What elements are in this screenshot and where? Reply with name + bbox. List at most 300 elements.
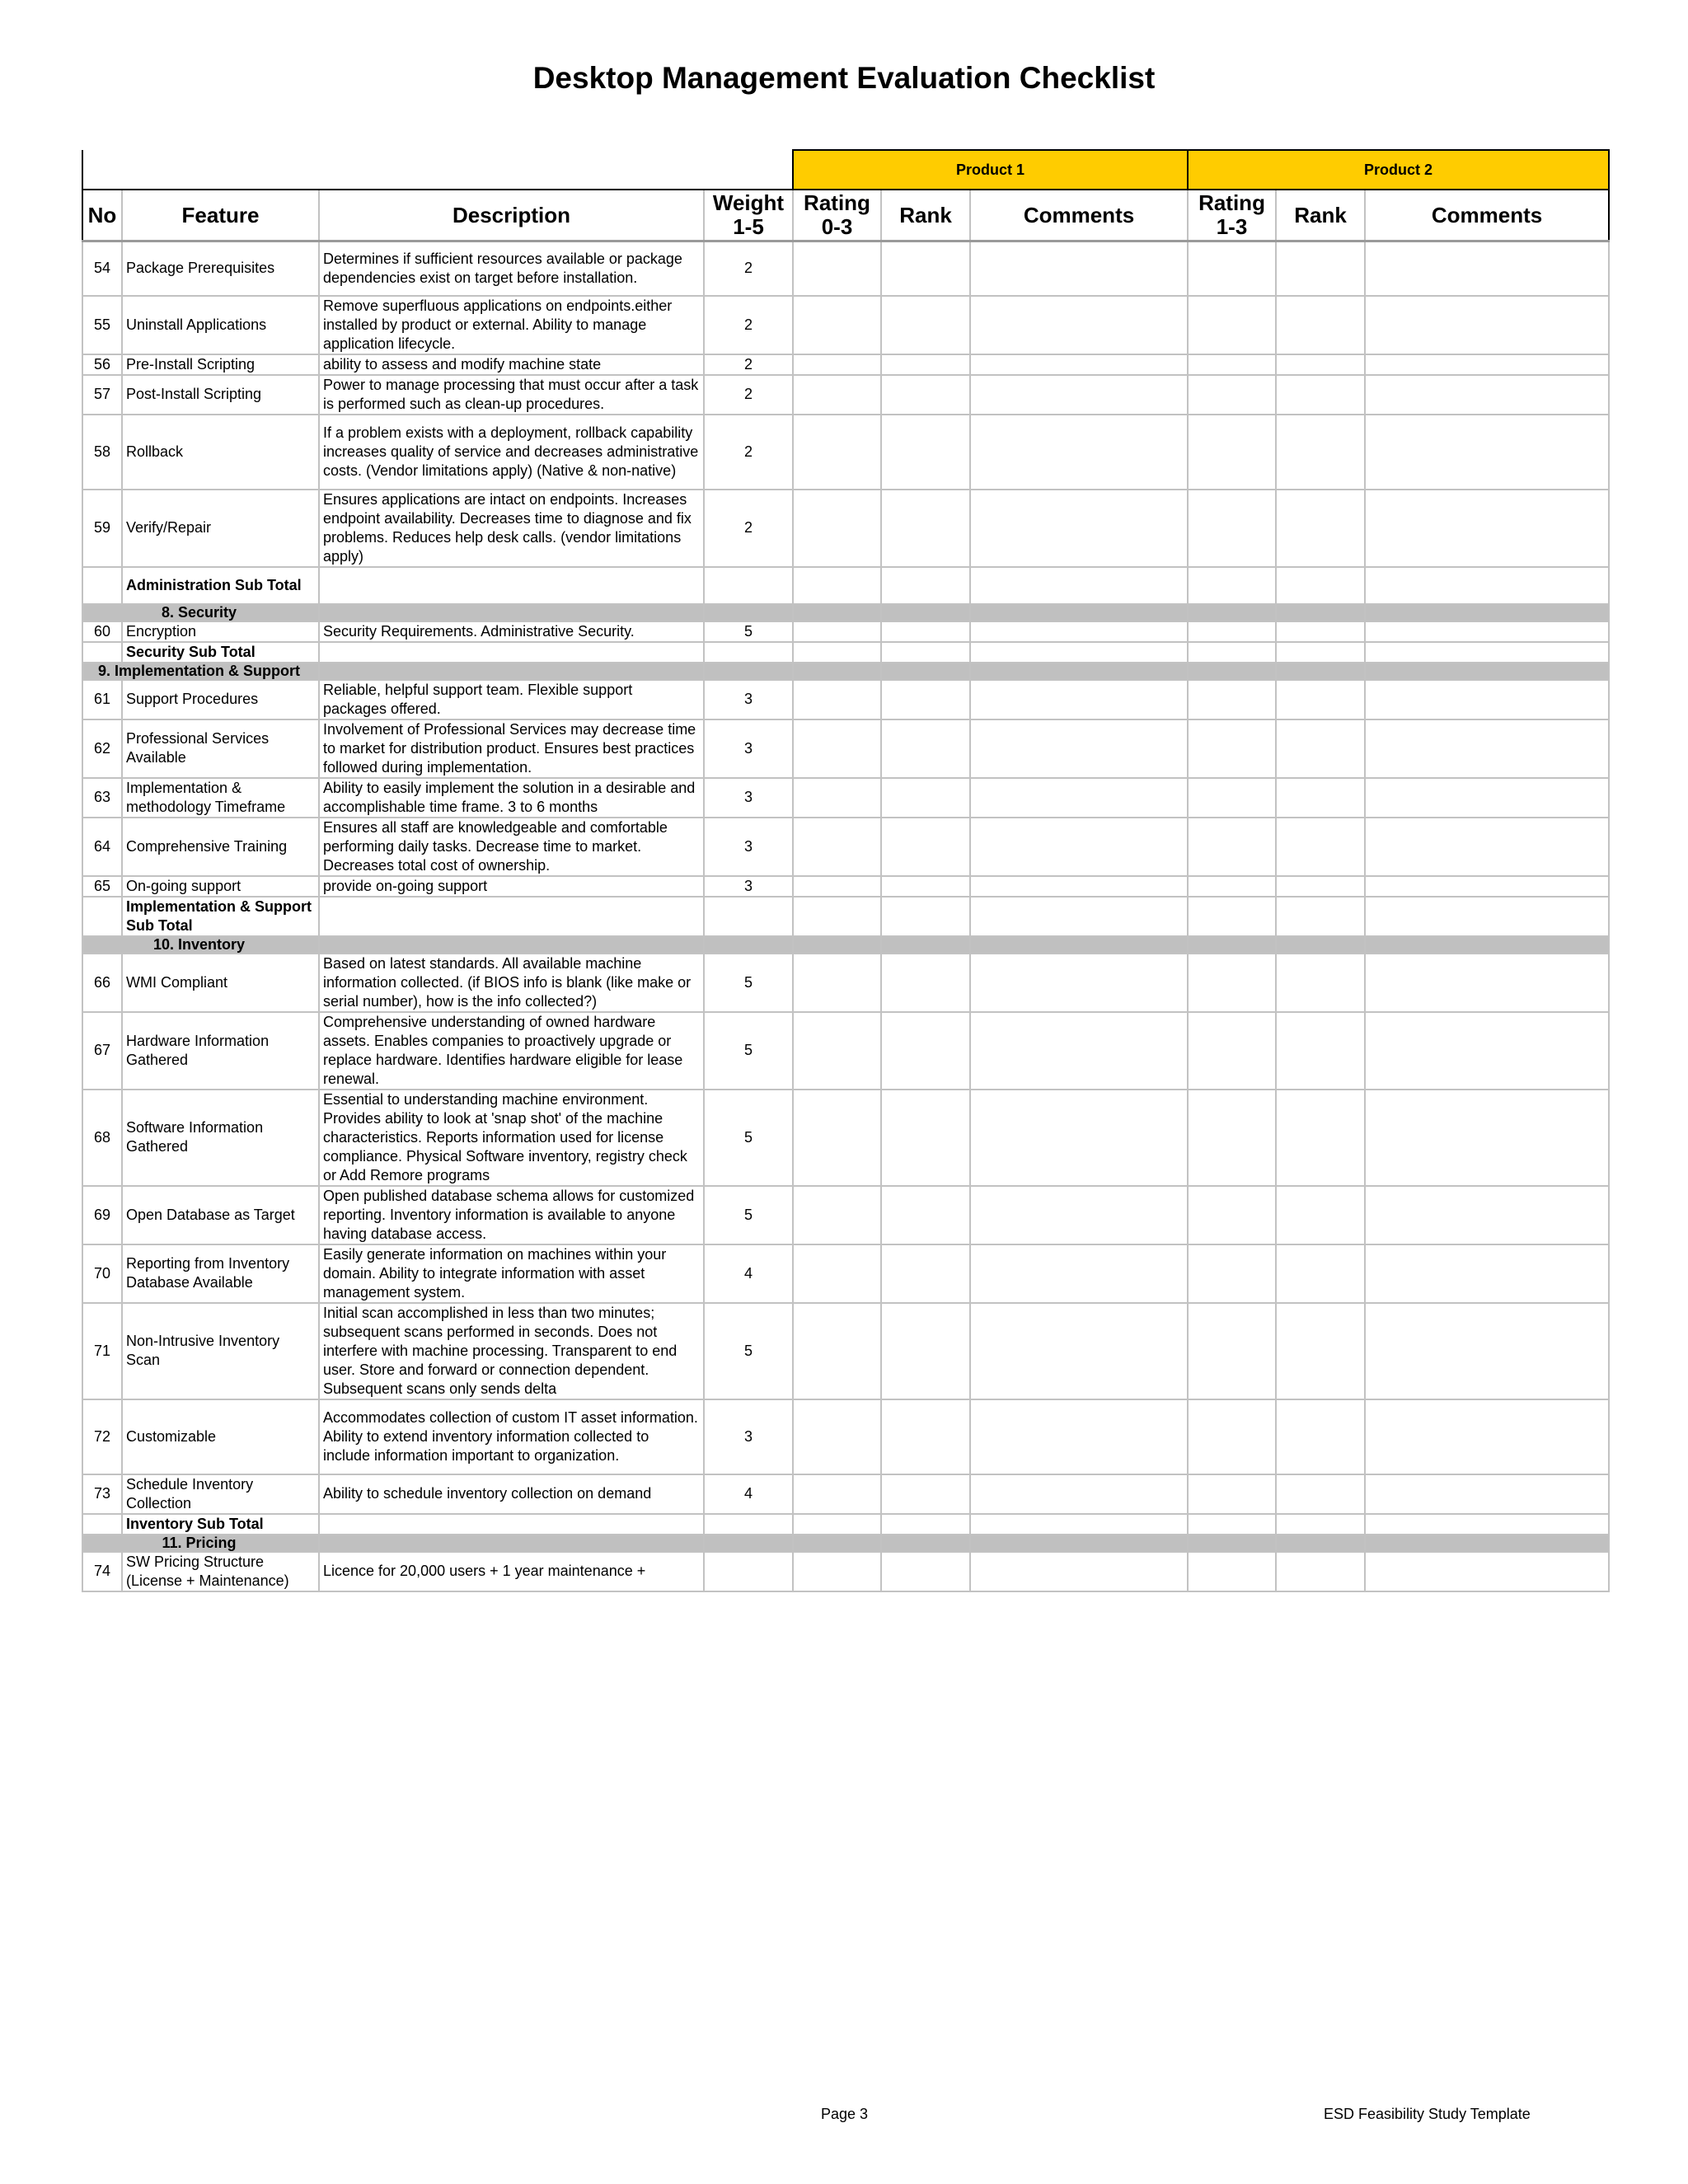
row-number: 55 <box>82 296 122 354</box>
p1-rank-cell <box>881 876 970 897</box>
p2-comments-cell <box>1365 778 1609 818</box>
p1-rating-cell <box>793 415 881 490</box>
p2-rating-cell <box>1188 954 1276 1012</box>
p1-rating-cell <box>793 876 881 897</box>
p1-rating-cell <box>793 1186 881 1244</box>
row-number: 70 <box>82 1244 122 1303</box>
p2-rating-cell <box>1188 415 1276 490</box>
row-number: 62 <box>82 719 122 778</box>
p1-comments-cell <box>970 375 1188 415</box>
p1-rank-cell <box>881 778 970 818</box>
p1-rank-cell <box>881 604 970 621</box>
col-weight-line1: Weight <box>712 190 785 215</box>
table-row <box>82 241 1609 296</box>
row-description: Ability to easily implement the solution in a desirable and accomplishable time frame. 3 to 6 months <box>319 778 704 818</box>
table-row <box>82 1474 1609 1514</box>
row-description: Initial scan accomplished in less than two minutes; subsequent scans performed in seconds. Does not interfere with machine processing. Transparent to end user. Store and forward or connection dependent. Subsequent scans only sends delta <box>319 1303 704 1399</box>
row-weight: 5 <box>704 954 793 1012</box>
p2-comments-cell <box>1365 1535 1609 1552</box>
row-description: Based on latest standards. All available machine information collected. (if BIOS info is blank (like make or serial number), how is the info collected?) <box>319 954 704 1012</box>
p1-comments-cell <box>970 876 1188 897</box>
p1-comments-cell <box>970 719 1188 778</box>
p1-rank-cell <box>881 818 970 876</box>
p2-rank-cell <box>1276 567 1365 604</box>
p1-rank-cell <box>881 1552 970 1591</box>
row-number: 63 <box>82 778 122 818</box>
p1-comments-cell <box>970 604 1188 621</box>
p2-rating-cell <box>1188 567 1276 604</box>
col-p1-rating-line2: 0-3 <box>821 214 853 239</box>
col-p2-rating-line1: Rating <box>1198 190 1265 215</box>
col-p1-comments: Comments <box>970 190 1188 241</box>
p1-rating-cell <box>793 1303 881 1399</box>
row-description <box>319 897 704 936</box>
p2-rank-cell <box>1276 621 1365 642</box>
section-label <box>82 936 319 954</box>
p2-comments-cell <box>1365 680 1609 719</box>
p1-rating-cell <box>793 897 881 936</box>
row-feature: Reporting from Inventory Database Available <box>122 1244 319 1303</box>
table-row <box>82 415 1609 490</box>
section-header-row <box>82 604 1609 621</box>
p1-rating-cell <box>793 1012 881 1090</box>
p1-comments-cell <box>970 567 1188 604</box>
p2-comments-cell <box>1365 1474 1609 1514</box>
col-feature: Feature <box>122 190 319 241</box>
column-header-row <box>82 190 1609 241</box>
col-p1-rating-line1: Rating <box>804 190 870 215</box>
row-feature: Comprehensive Training <box>122 818 319 876</box>
table-row <box>82 1303 1609 1399</box>
p1-comments-cell <box>970 778 1188 818</box>
row-description: Ensures applications are intact on endpoints. Increases endpoint availability. Decreases time to diagnose and fix problems. Reduces help desk calls. (vendor limitations apply) <box>319 490 704 567</box>
p1-rating-cell <box>793 1552 881 1591</box>
p2-rating-cell <box>1188 296 1276 354</box>
p2-comments-cell <box>1365 818 1609 876</box>
row-number: 56 <box>82 354 122 375</box>
p1-rating-cell <box>793 1514 881 1535</box>
table-body <box>82 241 1609 1591</box>
p2-comments-cell <box>1365 1399 1609 1474</box>
table-row <box>82 1244 1609 1303</box>
row-description: ability to assess and modify machine state <box>319 354 704 375</box>
col-description: Description <box>319 190 704 241</box>
p1-rating-cell <box>793 642 881 663</box>
row-number: 54 <box>82 241 122 296</box>
p2-comments-cell <box>1365 621 1609 642</box>
product-2-header: Product 2 <box>1188 150 1609 190</box>
row-number: 64 <box>82 818 122 876</box>
row-weight: 2 <box>704 415 793 490</box>
p1-comments-cell <box>970 1399 1188 1474</box>
p2-rating-cell <box>1188 354 1276 375</box>
row-number: 61 <box>82 680 122 719</box>
row-feature: Non-Intrusive Inventory Scan <box>122 1303 319 1399</box>
p1-rank-cell <box>881 642 970 663</box>
page-number: Page 3 <box>821 2106 869 2122</box>
p2-rank-cell <box>1276 954 1365 1012</box>
row-number: 72 <box>82 1399 122 1474</box>
row-feature: Rollback <box>122 415 319 490</box>
p2-comments-cell <box>1365 954 1609 1012</box>
p2-rank-cell <box>1276 604 1365 621</box>
p1-rank-cell <box>881 954 970 1012</box>
table-row <box>82 876 1609 897</box>
row-feature: SW Pricing Structure (License + Maintenance) <box>122 1552 319 1591</box>
table-row <box>82 719 1609 778</box>
table-row <box>82 1552 1609 1591</box>
p2-rating-cell <box>1188 1552 1276 1591</box>
p2-rating-cell <box>1188 1244 1276 1303</box>
p1-comments-cell <box>970 296 1188 354</box>
p2-rank-cell <box>1276 490 1365 567</box>
row-weight: 2 <box>704 241 793 296</box>
subtotal-row <box>82 897 1609 936</box>
row-feature: Post-Install Scripting <box>122 375 319 415</box>
p1-rating-cell <box>793 604 881 621</box>
table-row <box>82 375 1609 415</box>
p2-rank-cell <box>1276 719 1365 778</box>
p1-comments-cell <box>970 663 1188 680</box>
p2-rating-cell <box>1188 621 1276 642</box>
page-title: Desktop Management Evaluation Checklist <box>532 61 1156 95</box>
p1-comments-cell <box>970 1244 1188 1303</box>
row-number: 74 <box>82 1552 122 1591</box>
row-weight: 4 <box>704 1474 793 1514</box>
p1-rating-cell <box>793 621 881 642</box>
subtotal-row <box>82 567 1609 604</box>
p1-comments-cell <box>970 354 1188 375</box>
p2-rating-cell <box>1188 680 1276 719</box>
p2-rating-cell <box>1188 1399 1276 1474</box>
p2-rating-cell <box>1188 1474 1276 1514</box>
p1-rating-cell <box>793 818 881 876</box>
p2-rating-cell <box>1188 490 1276 567</box>
p2-rank-cell <box>1276 936 1365 954</box>
p1-rating-cell <box>793 1399 881 1474</box>
p2-comments-cell <box>1365 1090 1609 1186</box>
row-feature: Uninstall Applications <box>122 296 319 354</box>
p2-rating-cell <box>1188 604 1276 621</box>
row-description <box>319 642 704 663</box>
section-label <box>82 1535 319 1552</box>
row-description: Reliable, helpful support team. Flexible support packages offered. <box>319 680 704 719</box>
table-row <box>82 1090 1609 1186</box>
row-number: 66 <box>82 954 122 1012</box>
p1-comments-cell <box>970 954 1188 1012</box>
p2-rank-cell <box>1276 642 1365 663</box>
row-number <box>82 567 122 604</box>
table-row <box>82 296 1609 354</box>
row-description: Accommodates collection of custom IT asset information. Ability to extend inventory information collected to include information important to organization. <box>319 1399 704 1474</box>
table-row <box>82 354 1609 375</box>
p1-comments-cell <box>970 1303 1188 1399</box>
row-number: 59 <box>82 490 122 567</box>
p2-comments-cell <box>1365 354 1609 375</box>
row-description <box>319 604 704 621</box>
section-label <box>82 663 319 680</box>
row-weight <box>704 663 793 680</box>
table-row <box>82 1399 1609 1474</box>
row-number <box>82 642 122 663</box>
table-row <box>82 1012 1609 1090</box>
row-description: Ensures all staff are knowledgeable and comfortable performing daily tasks. Decrease time to market. Decreases total cost of ownership. <box>319 818 704 876</box>
row-weight <box>704 1514 793 1535</box>
p2-rating-cell <box>1188 897 1276 936</box>
p1-rating-cell <box>793 1474 881 1514</box>
p2-rank-cell <box>1276 296 1365 354</box>
p2-rank-cell <box>1276 1303 1365 1399</box>
p1-rank-cell <box>881 241 970 296</box>
p2-rank-cell <box>1276 876 1365 897</box>
p1-rank-cell <box>881 375 970 415</box>
p1-comments-cell <box>970 936 1188 954</box>
subtotal-label: Administration Sub Total <box>122 567 319 604</box>
col-p2-comments: Comments <box>1365 190 1609 241</box>
p1-comments-cell <box>970 1012 1188 1090</box>
row-description: Remove superfluous applications on endpoints.either installed by product or external. Ability to manage application lifecycle. <box>319 296 704 354</box>
p2-rank-cell <box>1276 1552 1365 1591</box>
p2-rating-cell <box>1188 663 1276 680</box>
p1-rank-cell <box>881 936 970 954</box>
row-weight <box>704 1535 793 1552</box>
row-description: Ability to schedule inventory collection on demand <box>319 1474 704 1514</box>
p1-rank-cell <box>881 1090 970 1186</box>
p1-rank-cell <box>881 1474 970 1514</box>
row-weight <box>704 1552 793 1591</box>
row-weight <box>704 897 793 936</box>
row-feature: Support Procedures <box>122 680 319 719</box>
p2-rank-cell <box>1276 778 1365 818</box>
row-weight <box>704 567 793 604</box>
table-row <box>82 680 1609 719</box>
row-feature: Verify/Repair <box>122 490 319 567</box>
header-blank-cell <box>82 150 793 190</box>
col-p1-rank: Rank <box>881 190 970 241</box>
col-weight <box>704 190 793 241</box>
p2-rank-cell <box>1276 1244 1365 1303</box>
p2-rank-cell <box>1276 1535 1365 1552</box>
row-feature: Package Prerequisites <box>122 241 319 296</box>
row-description: provide on-going support <box>319 876 704 897</box>
section-header-row <box>82 1535 1609 1552</box>
row-number: 71 <box>82 1303 122 1399</box>
template-name: ESD Feasibility Study Template <box>1324 2106 1531 2122</box>
row-feature: Open Database as Target <box>122 1186 319 1244</box>
p1-rank-cell <box>881 490 970 567</box>
table-row <box>82 818 1609 876</box>
section-header-row <box>82 663 1609 680</box>
row-weight <box>704 642 793 663</box>
row-feature: Implementation & methodology Timeframe <box>122 778 319 818</box>
p2-rating-cell <box>1188 876 1276 897</box>
p1-rating-cell <box>793 954 881 1012</box>
p1-comments-cell <box>970 1474 1188 1514</box>
p2-rank-cell <box>1276 354 1365 375</box>
p2-comments-cell <box>1365 567 1609 604</box>
row-description: If a problem exists with a deployment, rollback capability increases quality of service and decreases administrative costs. (Vendor limitations apply) (Native & non-native) <box>319 415 704 490</box>
p2-rating-cell <box>1188 778 1276 818</box>
p1-rating-cell <box>793 936 881 954</box>
p1-rating-cell <box>793 296 881 354</box>
p2-rating-cell <box>1188 936 1276 954</box>
p1-rating-cell <box>793 567 881 604</box>
section-title: 11. Pricing <box>162 1534 237 1551</box>
row-number: 67 <box>82 1012 122 1090</box>
row-number <box>82 897 122 936</box>
p2-comments-cell <box>1365 936 1609 954</box>
p1-comments-cell <box>970 241 1188 296</box>
section-label <box>82 604 319 621</box>
row-feature: Hardware Information Gathered <box>122 1012 319 1090</box>
p2-rank-cell <box>1276 375 1365 415</box>
p2-comments-cell <box>1365 490 1609 567</box>
p2-rank-cell <box>1276 1012 1365 1090</box>
row-description: Determines if sufficient resources available or package dependencies exist on target before installation. <box>319 241 704 296</box>
p1-rating-cell <box>793 778 881 818</box>
row-weight: 2 <box>704 375 793 415</box>
row-description: Involvement of Professional Services may decrease time to market for distribution product. Ensures best practices followed during implementation. <box>319 719 704 778</box>
p2-rating-cell <box>1188 642 1276 663</box>
row-weight: 5 <box>704 1012 793 1090</box>
row-weight: 3 <box>704 1399 793 1474</box>
row-weight: 5 <box>704 1090 793 1186</box>
p1-rank-cell <box>881 1244 970 1303</box>
p1-rating-cell <box>793 680 881 719</box>
p1-rating-cell <box>793 1244 881 1303</box>
row-feature: On-going support <box>122 876 319 897</box>
row-description <box>319 567 704 604</box>
section-title: 8. Security <box>161 603 237 621</box>
subtotal-row <box>82 1514 1609 1535</box>
p1-comments-cell <box>970 415 1188 490</box>
p2-rank-cell <box>1276 1399 1365 1474</box>
col-p1-rating <box>793 190 881 241</box>
row-weight: 5 <box>704 1303 793 1399</box>
p1-rating-cell <box>793 663 881 680</box>
p1-rating-cell <box>793 241 881 296</box>
p1-rank-cell <box>881 1186 970 1244</box>
p2-comments-cell <box>1365 375 1609 415</box>
p1-rank-cell <box>881 1399 970 1474</box>
row-weight: 2 <box>704 354 793 375</box>
row-description: Licence for 20,000 users + 1 year maintenance + <box>319 1552 704 1591</box>
row-weight: 3 <box>704 680 793 719</box>
p2-rating-cell <box>1188 1514 1276 1535</box>
p2-rank-cell <box>1276 1186 1365 1244</box>
table-row <box>82 778 1609 818</box>
p2-rating-cell <box>1188 1186 1276 1244</box>
p2-comments-cell <box>1365 719 1609 778</box>
row-weight: 3 <box>704 778 793 818</box>
p1-rank-cell <box>881 680 970 719</box>
p1-rank-cell <box>881 354 970 375</box>
row-description <box>319 663 704 680</box>
p2-comments-cell <box>1365 296 1609 354</box>
p2-rating-cell <box>1188 241 1276 296</box>
row-description: Power to manage processing that must occur after a task is performed such as clean-up procedures. <box>319 375 704 415</box>
p2-comments-cell <box>1365 876 1609 897</box>
section-title: 9. Implementation & Support <box>97 662 300 679</box>
p2-rank-cell <box>1276 680 1365 719</box>
p1-rating-cell <box>793 375 881 415</box>
p2-rating-cell <box>1188 1012 1276 1090</box>
evaluation-table <box>82 149 1610 1592</box>
p2-rank-cell <box>1276 1514 1365 1535</box>
p2-comments-cell <box>1365 1303 1609 1399</box>
row-feature: Encryption <box>122 621 319 642</box>
row-number: 69 <box>82 1186 122 1244</box>
p1-rank-cell <box>881 897 970 936</box>
row-number: 60 <box>82 621 122 642</box>
col-weight-line2: 1-5 <box>733 214 764 239</box>
row-number: 68 <box>82 1090 122 1186</box>
row-weight: 5 <box>704 1186 793 1244</box>
section-header-row <box>82 936 1609 954</box>
p1-rating-cell <box>793 719 881 778</box>
row-feature: Professional Services Available <box>122 719 319 778</box>
row-weight <box>704 604 793 621</box>
p1-comments-cell <box>970 621 1188 642</box>
col-p2-rating <box>1188 190 1276 241</box>
row-weight: 3 <box>704 818 793 876</box>
row-weight: 2 <box>704 296 793 354</box>
row-description <box>319 1514 704 1535</box>
subtotal-row <box>82 642 1609 663</box>
col-no: No <box>82 190 122 241</box>
p2-rating-cell <box>1188 719 1276 778</box>
p1-rating-cell <box>793 490 881 567</box>
p1-comments-cell <box>970 642 1188 663</box>
row-description: Security Requirements. Administrative Security. <box>319 621 704 642</box>
p2-comments-cell <box>1365 642 1609 663</box>
row-description: Open published database schema allows for customized reporting. Inventory information is available to anyone having database access. <box>319 1186 704 1244</box>
p1-rank-cell <box>881 663 970 680</box>
p1-comments-cell <box>970 1514 1188 1535</box>
p1-comments-cell <box>970 818 1188 876</box>
p1-comments-cell <box>970 897 1188 936</box>
p2-comments-cell <box>1365 663 1609 680</box>
p2-comments-cell <box>1365 241 1609 296</box>
row-weight <box>704 936 793 954</box>
row-weight: 5 <box>704 621 793 642</box>
p1-comments-cell <box>970 680 1188 719</box>
section-title: 10. Inventory <box>152 935 246 953</box>
subtotal-label: Security Sub Total <box>122 642 319 663</box>
col-p2-rank: Rank <box>1276 190 1365 241</box>
p1-comments-cell <box>970 490 1188 567</box>
p1-rank-cell <box>881 296 970 354</box>
p2-rank-cell <box>1276 415 1365 490</box>
row-feature: Customizable <box>122 1399 319 1474</box>
row-feature: Software Information Gathered <box>122 1090 319 1186</box>
p1-comments-cell <box>970 1186 1188 1244</box>
row-number <box>82 1514 122 1535</box>
row-number: 73 <box>82 1474 122 1514</box>
p2-comments-cell <box>1365 897 1609 936</box>
p2-rating-cell <box>1188 1090 1276 1186</box>
p2-rank-cell <box>1276 897 1365 936</box>
p1-rating-cell <box>793 354 881 375</box>
row-description: Easily generate information on machines within your domain. Ability to integrate information with asset management system. <box>319 1244 704 1303</box>
p2-comments-cell <box>1365 1552 1609 1591</box>
row-feature: Pre-Install Scripting <box>122 354 319 375</box>
p2-rank-cell <box>1276 1474 1365 1514</box>
p2-comments-cell <box>1365 604 1609 621</box>
row-description: Essential to understanding machine environment. Provides ability to look at 'snap shot' of the machine characteristics. Reports information used for license compliance. Physical Software inventory, registry check or Add Remore programs <box>319 1090 704 1186</box>
p2-rank-cell <box>1276 241 1365 296</box>
subtotal-label: Inventory Sub Total <box>122 1514 319 1535</box>
